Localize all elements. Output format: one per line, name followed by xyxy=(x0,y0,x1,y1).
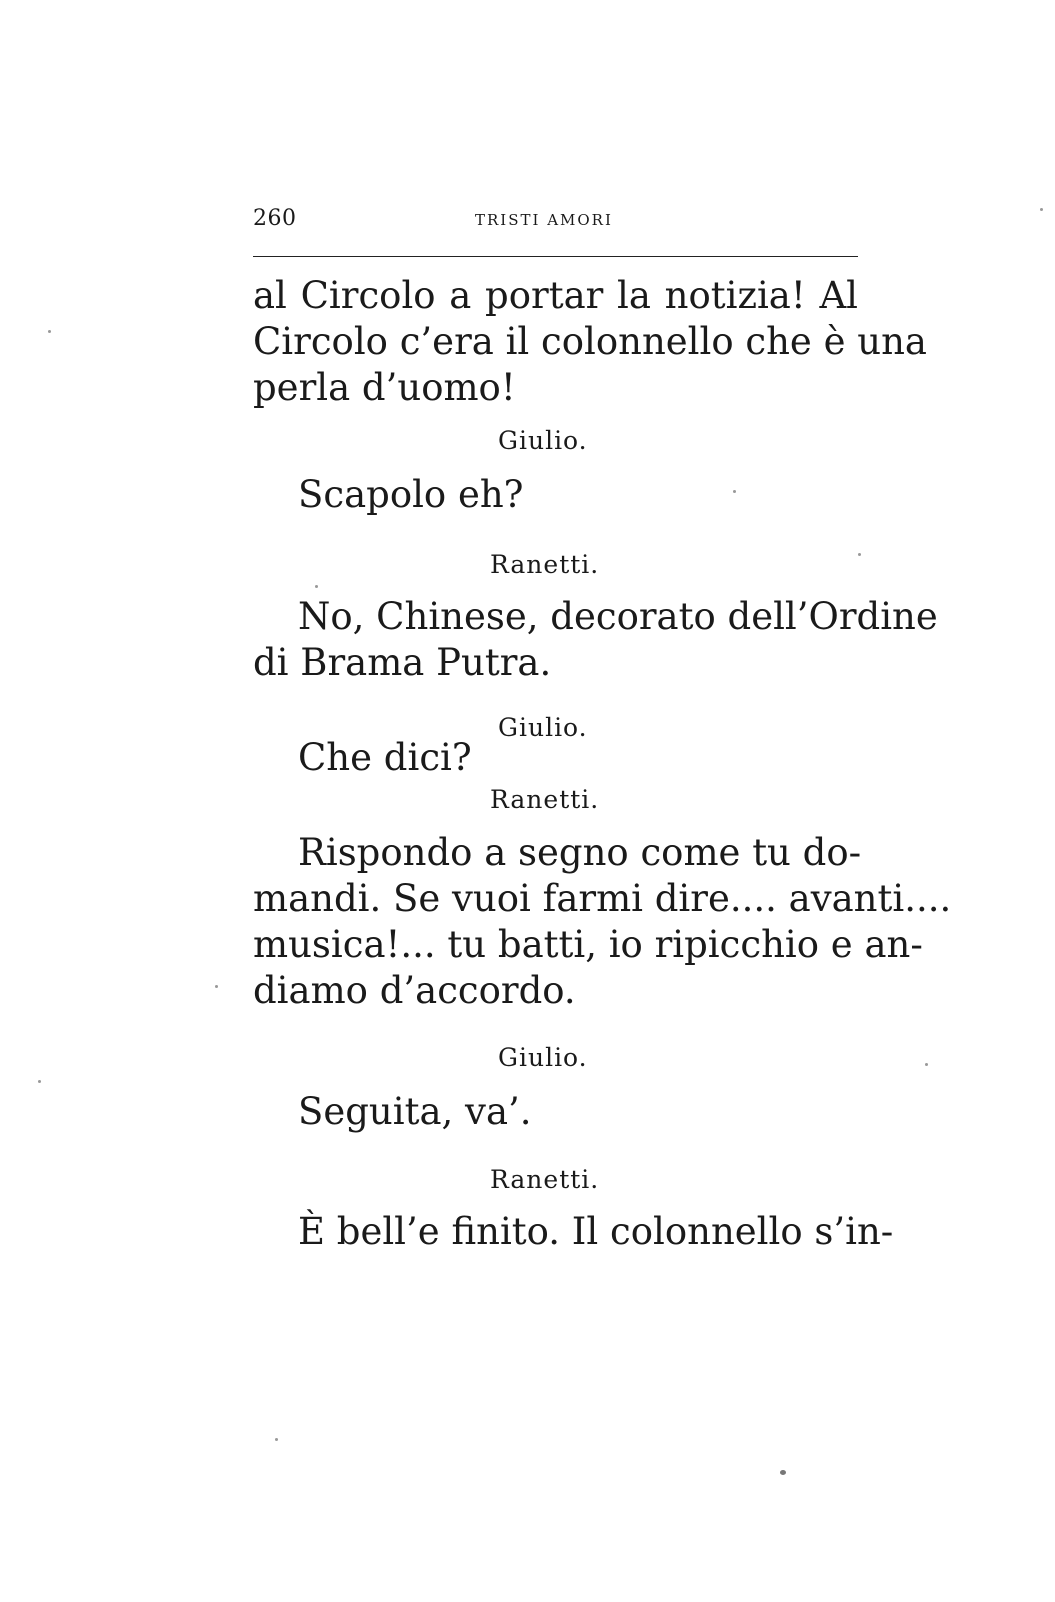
text-line: diamo d’accordo. xyxy=(253,969,576,1012)
paper-speck xyxy=(275,1438,278,1441)
text-line: di Brama Putra. xyxy=(253,641,552,684)
paper-speck xyxy=(315,585,318,588)
running-title: TRISTI AMORI xyxy=(475,211,613,229)
paper-speck xyxy=(215,985,218,988)
text-line: Seguita, va’. xyxy=(298,1090,532,1133)
text-line: al Circolo a portar la notizia! Al xyxy=(253,274,858,317)
text-line: Circolo c’era il colonnello che è una xyxy=(253,320,927,363)
paper-speck xyxy=(925,1063,928,1066)
speaker-name: Giulio. xyxy=(498,426,588,455)
text-line: musica!... tu batti, io ripicchio e an- xyxy=(253,923,923,966)
speaker-name: Ranetti. xyxy=(490,785,600,814)
header-rule xyxy=(253,256,858,257)
text-line: No, Chinese, decorato dell’Ordine xyxy=(298,595,938,638)
paper-speck xyxy=(48,330,51,333)
paper-speck xyxy=(733,490,736,493)
paper-speck xyxy=(38,1080,41,1083)
speaker-name: Ranetti. xyxy=(490,550,600,579)
paper-speck xyxy=(858,553,861,556)
text-line: Che dici? xyxy=(298,736,472,779)
speaker-name: Giulio. xyxy=(498,713,588,742)
text-line: È bell’e finito. Il colonnello s’in- xyxy=(298,1210,894,1253)
page-header xyxy=(253,206,858,236)
speaker-name: Ranetti. xyxy=(490,1165,600,1194)
paper-speck xyxy=(780,1470,786,1475)
paper-speck xyxy=(1040,208,1043,211)
text-line: Scapolo eh? xyxy=(298,473,524,516)
text-line: Rispondo a segno come tu do- xyxy=(298,831,862,874)
page-number: 260 xyxy=(253,206,297,231)
text-line: perla d’uomo! xyxy=(253,366,516,409)
text-line: mandi. Se vuoi farmi dire.... avanti.... xyxy=(253,877,952,920)
speaker-name: Giulio. xyxy=(498,1043,588,1072)
